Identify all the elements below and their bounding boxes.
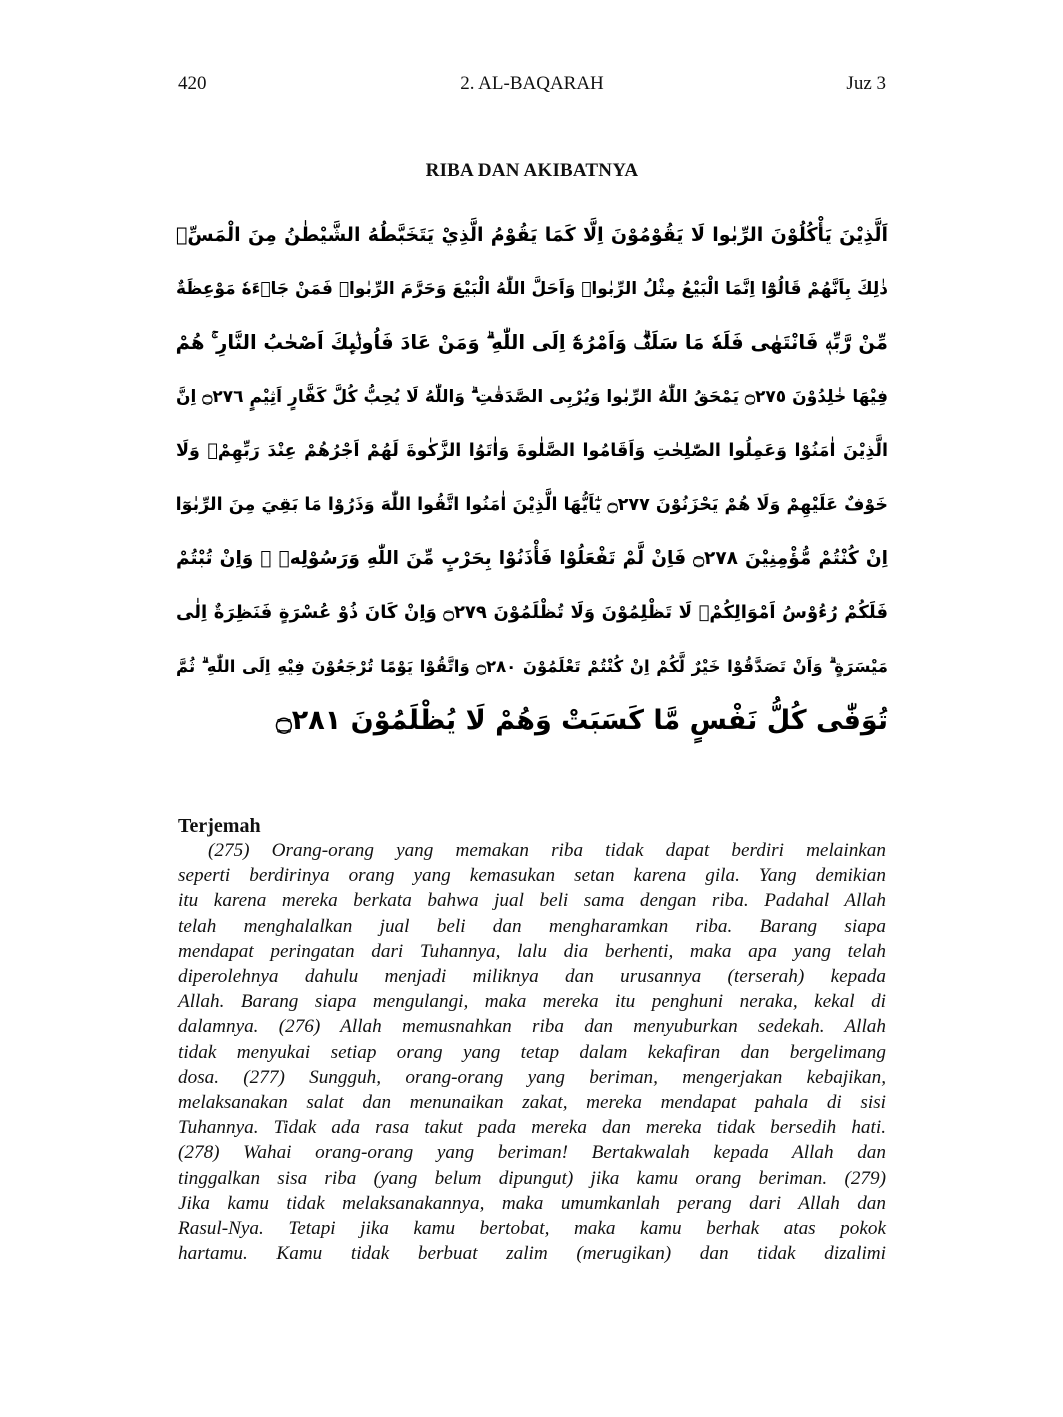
translation-line: itu karena mereka berkata bahwa jual beli sama dengan riba. Padahal Allah — [178, 890, 886, 912]
arabic-line: اِنْ كُنْتُمْ مُّؤْمِنِيْنَ ۝٢٧٨ فَاِنْ لَّمْ تَفْعَلُوْا فَأْذَنُوْا بِحَرْبٍ مِّنَ اللّٰهِ وَرَسُوْلِهٖ ۚ وَاِنْ تُبْتُمْ — [176, 548, 888, 569]
translation-line: telah menghalalkan jual beli dan mengharamkan riba. Barang siapa — [178, 915, 886, 937]
arabic-line: مِّنْ رَّبِّهٖ فَانْتَهٰى فَلَهٗ مَا سَلَفَۗ وَاَمْرُهٗٓ اِلَى اللّٰهِ ۗ وَمَنْ عَادَ فَاُولٰۤىِٕكَ اَصْحٰبُ النَّارِ ۚ هُمْ — [176, 331, 888, 354]
page-number: 420 — [178, 73, 207, 94]
translation-line: (278) Wahai orang-orang yang beriman! Bertakwalah kepada Allah dan — [178, 1142, 886, 1164]
arabic-line: ذٰلِكَ بِاَنَّهُمْ قَالُوْٓا اِنَّمَا الْبَيْعُ مِثْلُ الرِّبٰواۘ وَاَحَلَّ اللّٰهُ الْبَيْعَ وَحَرَّمَ الرِّبٰواۗ فَمَنْ جَاۤءَهٗ مَوْعِظَةٌ — [176, 279, 888, 299]
translation-line: hartamu. Kamu tidak berbuat zalim (merugikan) dan tidak dizalimi — [178, 1243, 886, 1265]
arabic-line: اَلَّذِيْنَ يَأْكُلُوْنَ الرِّبٰوا لَا يَقُوْمُوْنَ اِلَّا كَمَا يَقُوْمُ الَّذِيْ يَتَخَبَّطُهُ الشَّيْطٰنُ مِنَ الْمَسِّۗ — [176, 224, 888, 246]
translation-line: tidak menyukai setiap orang yang tetap dalam kekafiran dan bergelimang — [178, 1041, 886, 1063]
section-title: RIBA DAN AKIBATNYA — [425, 160, 639, 181]
chapter-title: 2. AL-BAQARAH — [460, 73, 604, 94]
arabic-line: الَّذِيْنَ اٰمَنُوْا وَعَمِلُوا الصّٰلِحٰتِ وَاَقَامُوا الصَّلٰوةَ وَاٰتَوُا الزَّكٰوةَ لَهُمْ اَجْرُهُمْ عِنْدَ رَبِّهِمْۚ وَلَا — [176, 441, 888, 461]
arabic-line: فِيْهَا خٰلِدُوْنَ ۝٢٧٥ يَمْحَقُ اللّٰهُ الرِّبٰوا وَيُرْبِى الصَّدَقٰتِ ۗ وَاللّٰهُ لَا يُحِبُّ كُلَّ كَفَّارٍ اَثِيْمٍ ۝٢٧٦ اِنَّ — [176, 387, 888, 407]
translation-paragraph — [178, 838, 886, 1266]
translation-line: Tuhannya. Tidak ada rasa takut pada mereka dan mereka tidak bersedih hati. — [178, 1117, 886, 1139]
translation-line: dalamnya. (276) Allah memusnahkan riba dan menyuburkan sedekah. Allah — [178, 1016, 886, 1038]
translation-line: dosa. (277) Sungguh, orang-orang yang beriman, mengerjakan kebajikan, — [178, 1066, 886, 1088]
translation-heading: Terjemah — [178, 815, 261, 837]
arabic-line: تُوَفّٰى كُلُّ نَفْسٍ مَّا كَسَبَتْ وَهُمْ لَا يُظْلَمُوْنَ ۝٢٨١ — [275, 705, 888, 736]
translation-line: diperolehnya dahulu menjadi miliknya dan urusannya (terserah) kepada — [178, 966, 886, 988]
arabic-verses — [176, 208, 888, 808]
translation-line: Rasul-Nya. Tetapi jika kamu bertobat, maka kamu berhak atas pokok — [178, 1218, 886, 1240]
translation-line: (275) Orang-orang yang memakan riba tidak dapat berdiri melainkan — [208, 840, 886, 861]
arabic-line: خَوْفٌ عَلَيْهِمْ وَلَا هُمْ يَحْزَنُوْنَ ۝٢٧٧ يٰٓاَيُّهَا الَّذِيْنَ اٰمَنُوا اتَّقُوا اللّٰهَ وَذَرُوْا مَا بَقِيَ مِنَ الرِّبٰوٓا — [176, 495, 888, 515]
translation-line: tinggalkan sisa riba (yang belum dipungut) jika kamu orang beriman. (279) — [178, 1167, 886, 1189]
juz-label: Juz 3 — [846, 73, 886, 94]
translation-line: Allah. Barang siapa mengulangi, maka mereka itu penghuni neraka, kekal di — [178, 991, 886, 1013]
translation-line: seperti berdirinya orang yang kemasukan setan karena gila. Yang demikian — [178, 865, 886, 887]
arabic-line: فَلَكُمْ رُءُوْسُ اَمْوَالِكُمْۚ لَا تَظْلِمُوْنَ وَلَا تُظْلَمُوْنَ ۝٢٧٩ وَاِنْ كَانَ ذُوْ عُسْرَةٍ فَنَظِرَةٌ اِلٰى — [176, 602, 888, 623]
translation-line: melaksanakan salat dan menunaikan zakat, mereka mendapat pahala di sisi — [178, 1092, 886, 1114]
arabic-line: مَيْسَرَةٍ ۗ وَاَنْ تَصَدَّقُوْا خَيْرٌ لَّكُمْ اِنْ كُنْتُمْ تَعْلَمُوْنَ ۝٢٨٠ وَاتَّقُوْا يَوْمًا تُرْجَعُوْنَ فِيْهِ اِلَى اللّٰهِ ۗ ثُمَّ — [176, 657, 888, 676]
translation-line: Jika kamu tidak melaksanakannya, maka umumkanlah perang dari Allah dan — [178, 1192, 886, 1214]
page-header — [178, 73, 886, 99]
translation-line: mendapat peringatan dari Tuhannya, lalu dia berhenti, maka apa yang telah — [178, 940, 886, 962]
